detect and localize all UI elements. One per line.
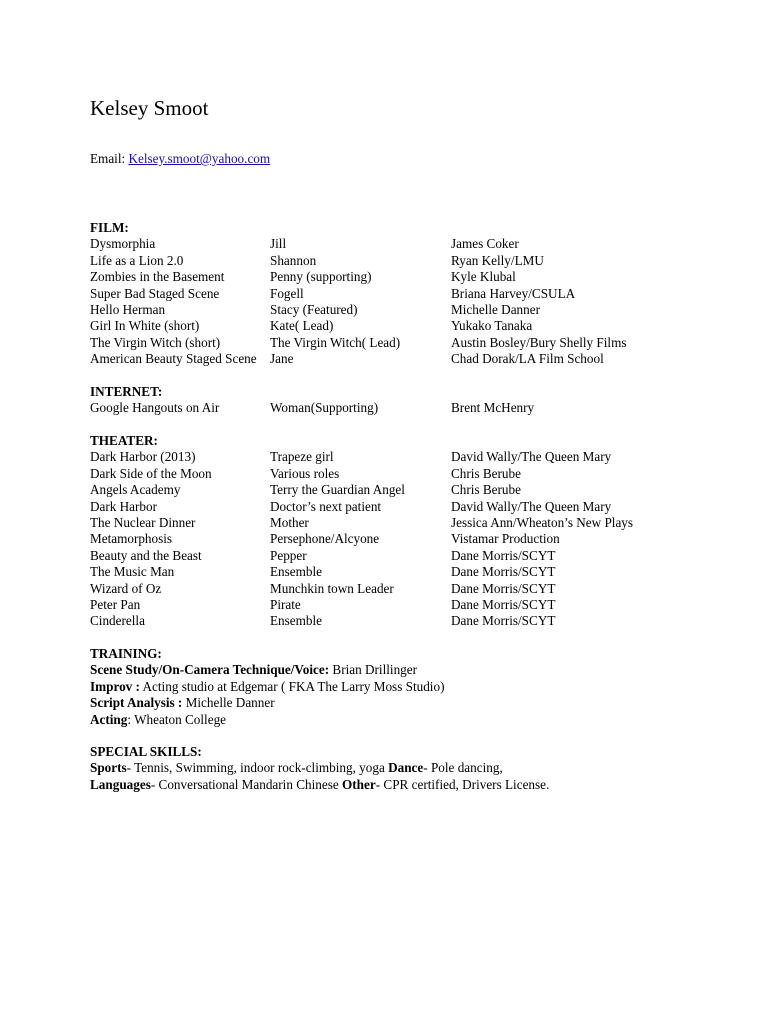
acting-value: : Wheaton College bbox=[127, 711, 227, 727]
skills-heading: SPECIAL SKILLS: bbox=[90, 744, 202, 759]
credit-row bbox=[90, 351, 730, 367]
credit-director: Ryan Kelly/LMU bbox=[451, 252, 544, 268]
credit-title: The Nuclear Dinner bbox=[90, 515, 196, 531]
skills-section bbox=[90, 744, 730, 793]
training-scene-study bbox=[90, 662, 730, 678]
credit-director: Dane Morris/SCYT bbox=[451, 613, 556, 629]
credit-role: Ensemble bbox=[270, 564, 323, 580]
credit-director: Chris Berube bbox=[451, 482, 521, 498]
credit-director: Yukako Tanaka bbox=[451, 318, 533, 334]
credit-row bbox=[90, 400, 730, 416]
credit-role: Persephone/Alcyone bbox=[270, 531, 380, 547]
credit-row bbox=[90, 253, 730, 269]
theater-heading: THEATER: bbox=[90, 433, 158, 448]
credit-title: Zombies in the Basement bbox=[90, 269, 225, 285]
credit-role: Ensemble bbox=[270, 613, 323, 629]
credit-title: Wizard of Oz bbox=[90, 580, 162, 596]
skills-languages-other bbox=[90, 777, 730, 793]
credit-title: Super Bad Staged Scene bbox=[90, 285, 220, 301]
sports-value: - Tennis, Swimming, indoor rock-climbing, yoga bbox=[126, 760, 389, 776]
acting-label: Acting bbox=[90, 711, 128, 727]
dance-value: - Pole dancing, bbox=[423, 760, 503, 776]
credit-row bbox=[90, 597, 730, 613]
improv-label: Improv : bbox=[90, 678, 140, 694]
credit-director: Vistamar Production bbox=[451, 531, 560, 547]
credit-row bbox=[90, 466, 730, 482]
theater-rows bbox=[90, 449, 730, 629]
credit-title: Google Hangouts on Air bbox=[90, 400, 220, 416]
email-link[interactable]: Kelsey.smoot@yahoo.com bbox=[128, 151, 271, 166]
other-label: Other bbox=[342, 776, 376, 792]
film-heading: FILM: bbox=[90, 220, 129, 235]
film-section bbox=[90, 220, 730, 368]
credit-role: Pirate bbox=[270, 597, 301, 613]
credit-role: Shannon bbox=[270, 252, 317, 268]
credit-director: David Wally/The Queen Mary bbox=[451, 498, 612, 514]
credit-role: Various roles bbox=[270, 465, 340, 481]
credit-director: Briana Harvey/CSULA bbox=[451, 285, 576, 301]
credit-director: Dane Morris/SCYT bbox=[451, 547, 556, 563]
credit-row bbox=[90, 302, 730, 318]
internet-section bbox=[90, 384, 730, 417]
credit-title: Dark Harbor (2013) bbox=[90, 449, 196, 465]
credit-row bbox=[90, 482, 730, 498]
credit-director: Brent McHenry bbox=[451, 400, 535, 416]
languages-value: - Conversational Mandarin Chinese bbox=[150, 776, 343, 792]
film-rows bbox=[90, 236, 730, 367]
credit-role: Stacy (Featured) bbox=[270, 302, 358, 318]
other-value: - CPR certified, Drivers License. bbox=[375, 776, 550, 792]
credit-director: Jessica Ann/Wheaton’s New Plays bbox=[451, 515, 634, 531]
credit-director: Michelle Danner bbox=[451, 302, 540, 318]
credit-title: The Music Man bbox=[90, 564, 175, 580]
credit-role: Jane bbox=[270, 351, 294, 367]
script-analysis-label: Script Analysis : bbox=[90, 695, 183, 711]
dance-label: Dance bbox=[388, 760, 424, 776]
credit-role: Jill bbox=[270, 236, 287, 252]
credit-role: Penny (supporting) bbox=[270, 269, 372, 285]
credit-row bbox=[90, 318, 730, 334]
credit-row bbox=[90, 335, 730, 351]
credit-role: Doctor’s next patient bbox=[270, 498, 382, 514]
credit-row bbox=[90, 269, 730, 285]
improv-value: Acting studio at Edgemar ( FKA The Larry Moss Studio) bbox=[139, 678, 445, 694]
credit-row bbox=[90, 515, 730, 531]
training-script-analysis bbox=[90, 695, 730, 711]
credit-role: Pepper bbox=[270, 547, 307, 563]
scene-study-label: Scene Study/On-Camera Technique/Voice: bbox=[90, 662, 330, 678]
credit-row bbox=[90, 531, 730, 547]
training-improv bbox=[90, 679, 730, 695]
credit-role: Kate( Lead) bbox=[270, 318, 334, 334]
credit-director: Kyle Klubal bbox=[451, 269, 516, 285]
credit-role: Munchkin town Leader bbox=[270, 580, 394, 596]
training-acting bbox=[90, 712, 730, 728]
credit-role: The Virgin Witch( Lead) bbox=[270, 334, 401, 350]
credit-row bbox=[90, 286, 730, 302]
credit-title: Dark Side of the Moon bbox=[90, 465, 212, 481]
credit-director: James Coker bbox=[451, 236, 519, 252]
internet-rows bbox=[90, 400, 730, 416]
credit-title: Dysmorphia bbox=[90, 236, 156, 252]
credit-title: The Virgin Witch (short) bbox=[90, 334, 221, 350]
credit-row bbox=[90, 613, 730, 629]
internet-heading: INTERNET: bbox=[90, 384, 163, 399]
training-heading: TRAINING: bbox=[90, 646, 162, 661]
credit-row bbox=[90, 449, 730, 465]
credit-row bbox=[90, 236, 730, 252]
credit-row bbox=[90, 499, 730, 515]
credit-director: Dane Morris/SCYT bbox=[451, 597, 556, 613]
credit-director: David Wally/The Queen Mary bbox=[451, 449, 612, 465]
credit-director: Chad Dorak/LA Film School bbox=[451, 351, 604, 367]
credit-title: Hello Herman bbox=[90, 302, 166, 318]
resume-name: Kelsey Smoot bbox=[90, 96, 209, 120]
training-section bbox=[90, 646, 730, 728]
credit-title: Beauty and the Beast bbox=[90, 547, 202, 563]
credit-title: Angels Academy bbox=[90, 482, 181, 498]
credit-director: Dane Morris/SCYT bbox=[451, 580, 556, 596]
credit-row bbox=[90, 548, 730, 564]
scene-study-value: Brian Drillinger bbox=[329, 662, 418, 678]
email-label: Email: bbox=[90, 151, 129, 166]
theater-section bbox=[90, 433, 730, 630]
credit-role: Terry the Guardian Angel bbox=[270, 482, 405, 498]
credit-title: Life as a Lion 2.0 bbox=[90, 252, 184, 268]
credit-director: Chris Berube bbox=[451, 465, 521, 481]
credit-director: Dane Morris/SCYT bbox=[451, 564, 556, 580]
script-analysis-value: Michelle Danner bbox=[182, 695, 275, 711]
credit-title: Dark Harbor bbox=[90, 498, 158, 514]
credit-title: American Beauty Staged Scene bbox=[90, 351, 257, 367]
credit-row bbox=[90, 581, 730, 597]
credit-title: Peter Pan bbox=[90, 597, 141, 613]
credit-title: Metamorphosis bbox=[90, 531, 173, 547]
languages-label: Languages bbox=[90, 776, 151, 792]
credit-director: Austin Bosley/Bury Shelly Films bbox=[451, 334, 627, 350]
credit-title: Cinderella bbox=[90, 613, 145, 629]
credit-role: Woman(Supporting) bbox=[270, 400, 379, 416]
skills-sports-dance bbox=[90, 760, 730, 776]
credit-row bbox=[90, 564, 730, 580]
credit-role: Mother bbox=[270, 515, 309, 531]
email-line bbox=[90, 151, 270, 167]
credit-role: Trapeze girl bbox=[270, 449, 334, 465]
sports-label: Sports bbox=[90, 760, 127, 776]
credit-role: Fogell bbox=[270, 285, 304, 301]
credit-title: Girl In White (short) bbox=[90, 318, 200, 334]
